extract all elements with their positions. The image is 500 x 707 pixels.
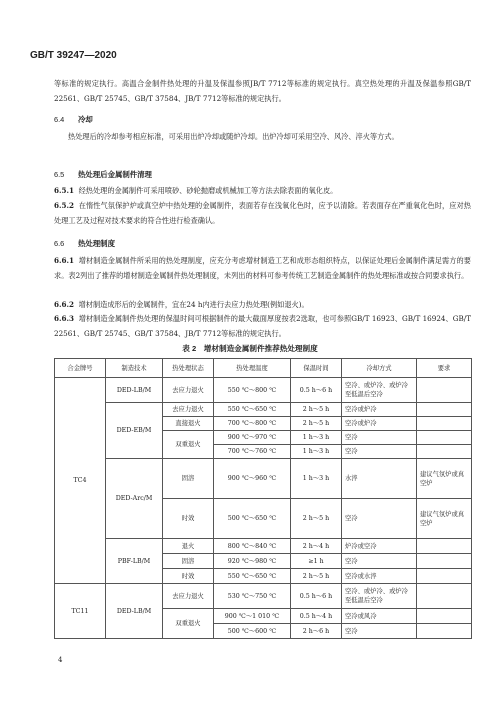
temp-cell: 550 ℃～800 ℃ xyxy=(214,378,291,403)
table-caption: 表 2 增材制造金属制件推荐热处理制度 xyxy=(182,344,318,353)
clause-number: 6.5.1 xyxy=(54,186,75,195)
time-cell: 2 h～5 h xyxy=(291,499,342,539)
requirement-cell: 建议气氛炉或真空炉 xyxy=(417,459,472,499)
table-header-row xyxy=(55,359,472,378)
requirement-cell xyxy=(417,431,472,445)
table-row xyxy=(55,403,472,417)
cooling-cell: 空冷或炉冷 xyxy=(342,417,417,431)
state-cell: 去应力退火 xyxy=(163,584,214,609)
cooling-cell: 空冷 xyxy=(342,499,417,539)
table-row xyxy=(55,584,472,609)
requirement-cell xyxy=(417,403,472,417)
requirement-cell xyxy=(417,554,472,569)
column-header: 合金牌号 xyxy=(55,359,106,378)
tech-cell: DED-LB/M xyxy=(106,584,163,639)
clause-number: 6.6.3 xyxy=(54,314,75,323)
tech-cell: PBF-LB/M xyxy=(106,539,163,584)
requirement-cell: 建议气氛炉或真空炉 xyxy=(417,499,472,539)
state-cell: 双重退火 xyxy=(163,609,214,639)
column-header: 要求 xyxy=(417,359,472,378)
column-header: 保温时间 xyxy=(291,359,342,378)
clause-number: 6.6.1 xyxy=(54,256,75,265)
time-cell: 1 h～3 h xyxy=(291,431,342,445)
column-header: 制造技术 xyxy=(106,359,163,378)
time-cell: 1 h～3 h xyxy=(291,445,342,459)
state-cell: 双重退火 xyxy=(163,431,214,459)
time-cell: 2 h～5 h xyxy=(291,403,342,417)
tech-cell: DED-Arc/M xyxy=(106,459,163,539)
time-cell: 0.5 h～4 h xyxy=(291,609,342,624)
requirement-cell xyxy=(417,624,472,639)
state-cell: 时效 xyxy=(163,499,214,539)
clause-6-6-3 xyxy=(54,311,471,341)
column-header: 热处理状态 xyxy=(163,359,214,378)
column-header: 热处理温度 xyxy=(214,359,291,378)
temp-cell: 500 ℃～650 ℃ xyxy=(214,499,291,539)
section-title: 热处理制度 xyxy=(78,239,115,248)
section-title: 冷却 xyxy=(78,115,93,124)
temp-cell: 700 ℃～800 ℃ xyxy=(214,417,291,431)
state-cell: 直接退火 xyxy=(163,417,214,431)
requirement-cell xyxy=(417,569,472,584)
state-cell: 固溶 xyxy=(163,554,214,569)
cooling-cell: 空冷、或炉冷、或炉冷至低温后空冷 xyxy=(342,584,417,609)
requirement-cell xyxy=(417,539,472,554)
time-cell: 2 h～5 h xyxy=(291,569,342,584)
time-cell: 2 h～5 h xyxy=(291,417,342,431)
clause-6-5-1 xyxy=(54,183,471,198)
document-header: GB/T 39247—2020 xyxy=(30,50,117,61)
requirement-cell xyxy=(417,584,472,609)
temp-cell: 700 ℃～760 ℃ xyxy=(214,445,291,459)
clause-text: 经热处理的金属制件可采用喷砂、砂轮抛磨或机械加工等方法去除表面的氧化皮。 xyxy=(78,186,338,195)
clause-6-6-2 xyxy=(54,297,471,312)
temp-cell: 550 ℃～650 ℃ xyxy=(214,569,291,584)
clause-text: 在惰性气氛保护炉或真空炉中热处理的金属制件，表面若存在浅氧化色时，应予以清除。若表面存在严重氧化色时，应对热处理工艺及过程对技术要求的符合性进行检查确认。 xyxy=(54,201,471,225)
time-cell: 2 h～6 h xyxy=(291,624,342,639)
clause-number: 6.5.2 xyxy=(54,201,75,210)
cooling-cell: 水淬 xyxy=(342,459,417,499)
table-row xyxy=(55,539,472,554)
temp-cell: 900 ℃～1 010 ℃ xyxy=(214,609,291,624)
section-6-5-heading xyxy=(54,169,152,180)
time-cell: 2 h～4 h xyxy=(291,539,342,554)
state-cell: 去应力退火 xyxy=(163,378,214,403)
requirement-cell xyxy=(417,445,472,459)
temp-cell: 500 ℃～600 ℃ xyxy=(214,624,291,639)
state-cell: 退火 xyxy=(163,539,214,554)
section-6-6-heading xyxy=(54,238,115,249)
section-6-4-text: 热处理后的冷却参考相应标准，可采用出炉冷却或随炉冷却。出炉冷却可采用空冷、风冷、淬火等方式。 xyxy=(68,132,399,141)
table-row xyxy=(55,378,472,403)
time-cell: 1 h～3 h xyxy=(291,459,342,499)
heat-treatment-table xyxy=(54,358,472,639)
clause-text: 增材制造金属制件热处理的保温时间可根据制件的最大截面厚度按表2选取，也可参照GB/T 16923、GB/T 16924、GB/T 22561、GB/T 25745、GB/T 37584、JB/T 7712等标准的规定执行。 xyxy=(54,314,471,338)
cooling-cell: 空冷或炉冷 xyxy=(342,403,417,417)
temp-cell: 900 ℃～970 ℃ xyxy=(214,431,291,445)
state-cell: 固溶 xyxy=(163,459,214,499)
clause-6-6-1 xyxy=(54,253,471,283)
section-title: 热处理后金属制件清理 xyxy=(78,170,152,179)
temp-cell: 530 ℃～750 ℃ xyxy=(214,584,291,609)
clause-number: 6.6.2 xyxy=(54,300,75,309)
table-row xyxy=(55,459,472,499)
cooling-cell: 空冷或风冷 xyxy=(342,609,417,624)
cooling-cell: 空冷或水淬 xyxy=(342,569,417,584)
tech-cell: DED-EB/M xyxy=(106,403,163,459)
section-6-4-heading xyxy=(54,114,93,125)
cooling-cell: 空冷 xyxy=(342,554,417,569)
requirement-cell xyxy=(417,417,472,431)
cooling-cell: 空冷 xyxy=(342,624,417,639)
time-cell: ≥1 h xyxy=(291,554,342,569)
time-cell: 0.5 h～6 h xyxy=(291,584,342,609)
temp-cell: 900 ℃～960 ℃ xyxy=(214,459,291,499)
cooling-cell: 空冷、或炉冷、或炉冷至低温后空冷 xyxy=(342,378,417,403)
alloy-cell: TC11 xyxy=(55,584,106,639)
temp-cell: 550 ℃～650 ℃ xyxy=(214,403,291,417)
temp-cell: 800 ℃～840 ℃ xyxy=(214,539,291,554)
section-number: 6.6 xyxy=(54,239,65,248)
cooling-cell: 空冷 xyxy=(342,445,417,459)
cooling-cell: 炉冷或空冷 xyxy=(342,539,417,554)
tech-cell: DED-LB/M xyxy=(106,378,163,403)
state-cell: 去应力退火 xyxy=(163,403,214,417)
clause-text: 增材制造金属制件所采用的热处理制度，应充分考虑增材制造工艺和成形态组织特点，以保证处理后金属制件满足需方的要求。表2列出了推荐的增材制造金属制件热处理制度，未列出的材料可参考传统工艺制造金属制件的热处理标准或按合同要求执行。 xyxy=(54,256,471,280)
page-number: 4 xyxy=(58,656,63,664)
clause-6-5-2 xyxy=(54,198,471,228)
state-cell: 时效 xyxy=(163,569,214,584)
clause-text: 增材制造成形后的金属制件，宜在24 h内进行去应力热处理(例如退火)。 xyxy=(78,300,309,309)
cooling-cell: 空冷 xyxy=(342,431,417,445)
section-number: 6.4 xyxy=(54,115,65,124)
column-header: 冷却方式 xyxy=(342,359,417,378)
requirement-cell xyxy=(417,378,472,403)
requirement-cell xyxy=(417,609,472,624)
time-cell: 0.5 h～6 h xyxy=(291,378,342,403)
alloy-cell: TC4 xyxy=(55,378,106,584)
section-number: 6.5 xyxy=(54,170,65,179)
paragraph-continued: 等标准的规定执行。高温合金制件热处理的升温及保温参照JB/T 7712等标准的规定执行。真空热处理的升温及保温参照GB/T 22561、GB/T 25745、GB/T 37584、JB/T 7712等标准的规定执行。 xyxy=(54,79,471,103)
temp-cell: 920 ℃～980 ℃ xyxy=(214,554,291,569)
